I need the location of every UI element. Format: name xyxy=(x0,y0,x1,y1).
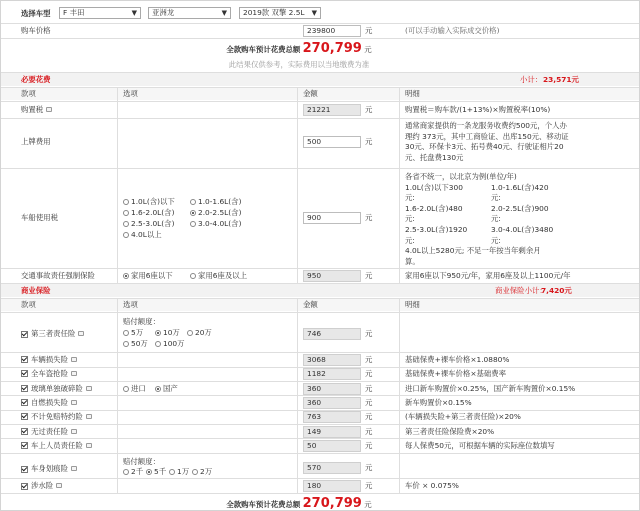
model-value: 2019款 双擎 2.5L xyxy=(243,8,305,17)
radio-icon xyxy=(123,232,129,238)
radio-icon xyxy=(123,199,129,205)
option-2k[interactable]: 2千 xyxy=(123,467,143,477)
col-option: 选项 xyxy=(123,89,138,98)
required-subtotal-label: 小计： xyxy=(520,75,543,84)
help-icon[interactable] xyxy=(56,483,62,488)
option-1-0L[interactable]: 1.0L(含)以下 xyxy=(123,197,175,207)
chevron-down-icon: ▼ xyxy=(131,9,137,17)
third-party-checkbox[interactable] xyxy=(21,331,28,338)
price-label: 购车价格 xyxy=(21,26,51,35)
price-input[interactable]: 239800 xyxy=(303,25,361,37)
top-total xyxy=(1,41,597,56)
column-header xyxy=(1,88,639,100)
radio-icon xyxy=(190,199,196,205)
self-ignition-input: 360 xyxy=(303,397,361,409)
glass-breakage-label: 玻璃单独破碎险 xyxy=(31,384,92,394)
radio-icon xyxy=(169,469,175,475)
unit: 元 xyxy=(365,213,373,222)
theft-checkbox[interactable] xyxy=(21,370,28,377)
col-amount: 金额 xyxy=(303,89,318,98)
option-imported[interactable]: 进口 xyxy=(123,384,146,394)
option-4-0L-plus[interactable]: 4.0L以上 xyxy=(123,230,162,240)
option-2w[interactable]: 2万 xyxy=(192,467,212,477)
unit: 元 xyxy=(365,355,373,364)
passenger-liability-label: 车上人员责任险 xyxy=(31,441,92,451)
compulsory-insurance-label: 交通事故责任强制保险 xyxy=(21,271,95,280)
unit: 元 xyxy=(365,481,373,490)
col-item: 款项 xyxy=(21,300,36,309)
vehicle-tax-detail: 各省不统一，以北京为例(单位/年) 1.0L(含)以下300 1.0-1.6L(含)420 元: 元: 1.6-2.0L(含)480 2.0-2.5L(含)900 元: 元: 2.5-3.0L(含)1920 3.0-4.0L(含)3480 元: 元: 4.0L以上5280元; 不足一年按当年剩余月 算。 xyxy=(405,172,554,266)
commercial-title: 商业保险 xyxy=(21,286,51,295)
radio-icon xyxy=(123,341,129,347)
chevron-down-icon: ▼ xyxy=(311,9,317,17)
total-value: 270,799 xyxy=(302,41,362,56)
vehicle-damage-checkbox[interactable] xyxy=(21,356,28,363)
help-icon[interactable] xyxy=(71,429,77,434)
series-value: 亚洲龙 xyxy=(152,8,175,17)
no-fault-checkbox[interactable] xyxy=(21,428,28,435)
option-3-0-4-0L[interactable]: 3.0-4.0L(含) xyxy=(190,219,241,229)
option-20w[interactable]: 20万 xyxy=(187,328,212,338)
radio-icon xyxy=(190,210,196,216)
total-unit: 元 xyxy=(364,45,372,54)
wading-detail: 车价 × 0.075% xyxy=(405,481,459,490)
unit: 元 xyxy=(365,271,373,280)
vehicle-damage-label: 车辆损失险 xyxy=(31,355,77,365)
option-domestic[interactable]: 国产 xyxy=(155,384,178,394)
purchase-tax-detail: 购置税＝购车款/(1+13%)×购置税率(10%) xyxy=(405,105,551,114)
brand-value: F 丰田 xyxy=(63,8,85,17)
select-car-label: 选择车型 xyxy=(21,9,51,18)
glass-breakage-input: 360 xyxy=(303,383,361,395)
vehicle-tax-label: 车船使用税 xyxy=(21,213,58,222)
option-10w[interactable]: 10万 xyxy=(155,328,180,338)
radio-icon xyxy=(155,341,161,347)
unit: 元 xyxy=(365,383,373,393)
total-label: 全款购车预计花费总额 xyxy=(226,500,301,509)
self-ignition-detail: 新车购置价×0.15% xyxy=(405,397,472,407)
total-value: 270,799 xyxy=(302,496,362,511)
column-header xyxy=(1,299,639,311)
commercial-subtotal-label: 商业保险小计： xyxy=(495,286,547,295)
glass-breakage-detail: 进口新车购置价×0.25%，国产新车购置价×0.15% xyxy=(405,383,576,393)
self-ignition-label: 自燃损失险 xyxy=(31,398,77,408)
option-1-6-2-0L[interactable]: 1.6-2.0L(含) xyxy=(123,208,174,218)
series-select[interactable] xyxy=(148,7,231,19)
help-icon[interactable] xyxy=(86,414,92,419)
radio-icon xyxy=(123,386,129,392)
scratch-checkbox[interactable] xyxy=(21,466,28,473)
unit: 元 xyxy=(365,329,373,338)
unit: 元 xyxy=(365,463,373,472)
option-2-0-2-5L[interactable]: 2.0-2.5L(含) xyxy=(190,208,241,218)
col-detail: 明细 xyxy=(405,300,420,309)
purchase-tax-input: 21221 xyxy=(303,104,361,116)
radio-icon xyxy=(123,330,129,336)
radio-icon xyxy=(190,273,196,279)
option-2-5-3-0L[interactable]: 2.5-3.0L(含) xyxy=(123,219,174,229)
unit: 元 xyxy=(365,369,373,379)
self-ignition-checkbox[interactable] xyxy=(21,399,28,406)
required-subtotal-value: 23,571元 xyxy=(543,75,579,84)
wading-checkbox[interactable] xyxy=(21,483,28,490)
radio-icon xyxy=(146,469,152,475)
unit: 元 xyxy=(365,105,373,114)
help-icon[interactable] xyxy=(46,107,52,112)
vehicle-damage-detail: 基础保费+裸车价格×1.0880% xyxy=(405,355,510,364)
option-1-0-1-6L[interactable]: 1.0-1.6L(含) xyxy=(190,197,241,207)
option-100w[interactable]: 100万 xyxy=(155,339,185,349)
unit: 元 xyxy=(365,440,373,450)
theft-input: 1182 xyxy=(303,368,361,380)
scratch-label: 车身划痕险 xyxy=(31,464,77,474)
passenger-liability-detail: 每人保费50元，可根据车辆的实际座位数填写 xyxy=(405,440,555,450)
bottom-total xyxy=(1,496,597,511)
help-icon[interactable] xyxy=(86,386,92,391)
purchase-tax-label: 购置税 xyxy=(21,105,52,115)
wading-input: 180 xyxy=(303,480,361,492)
option-under-6-seats[interactable]: 家用6座以下 xyxy=(123,271,173,281)
no-fault-label: 无过责任险 xyxy=(31,427,77,437)
radio-icon xyxy=(123,469,129,475)
option-50w[interactable]: 50万 xyxy=(123,339,148,349)
registration-fee-label: 上牌费用 xyxy=(21,137,51,146)
radio-icon xyxy=(187,330,193,336)
theft-label: 全车盗抢险 xyxy=(31,369,77,379)
total-label: 全款购车预计花费总额 xyxy=(226,45,301,54)
model-select[interactable] xyxy=(239,7,321,19)
disclaimer: 此结果仅供参考，实际费用以当地缴费为准 xyxy=(228,60,370,69)
commercial-subtotal-value: 7,420元 xyxy=(541,286,572,295)
passenger-liability-checkbox[interactable] xyxy=(21,442,28,449)
col-amount: 金额 xyxy=(303,300,318,309)
unit: 元 xyxy=(365,426,373,436)
unit: 元 xyxy=(365,397,373,407)
radio-icon xyxy=(190,221,196,227)
theft-detail: 基础保费+裸车价格×基础费率 xyxy=(405,369,507,379)
registration-fee-input[interactable]: 500 xyxy=(303,136,361,148)
help-icon[interactable] xyxy=(86,443,92,448)
option-5k[interactable]: 5千 xyxy=(146,467,166,477)
wading-label: 涉水险 xyxy=(31,481,62,491)
compulsory-insurance-detail: 家用6座以下950元/年，家用6座及以上1100元/年 xyxy=(405,271,571,280)
option-5w[interactable]: 5万 xyxy=(123,328,143,338)
help-icon[interactable] xyxy=(71,466,77,471)
glass-breakage-checkbox[interactable] xyxy=(21,385,28,392)
brand-select[interactable] xyxy=(59,7,141,19)
deductible-waiver-checkbox[interactable] xyxy=(21,413,28,420)
compulsory-insurance-input: 950 xyxy=(303,270,361,282)
radio-icon xyxy=(123,273,129,279)
help-icon[interactable] xyxy=(71,357,77,362)
deductible-waiver-input: 763 xyxy=(303,411,361,423)
help-icon[interactable] xyxy=(78,331,84,336)
deductible-waiver-detail: (车辆损失险+第三者责任险)×20% xyxy=(405,412,521,422)
vehicle-tax-input[interactable]: 900 xyxy=(303,212,361,224)
option-1w[interactable]: 1万 xyxy=(169,467,189,477)
chevron-down-icon: ▼ xyxy=(221,9,227,17)
col-option: 选项 xyxy=(123,300,138,309)
no-fault-input: 149 xyxy=(303,426,361,438)
third-party-input: 746 xyxy=(303,328,361,340)
radio-icon xyxy=(155,330,161,336)
total-unit: 元 xyxy=(364,500,372,509)
unit: 元 xyxy=(365,412,373,422)
col-detail: 明细 xyxy=(405,89,420,98)
third-party-label: 第三者责任险 xyxy=(31,329,84,339)
price-hint: (可以手动输入实际成交价格) xyxy=(405,26,500,35)
help-icon[interactable] xyxy=(71,371,77,376)
registration-fee-detail: 通常商家提供的一条龙服务收费约500元，个人办 理约 373元，其中工商验证、出库150元、移动证 30元、环保卡3元、拓号费40元、行驶证相片20 元、托盘费130元 xyxy=(405,121,569,162)
deductible-waiver-label: 不计免赔特约险 xyxy=(31,412,92,422)
third-party-amount-label: 赔付额度： xyxy=(123,317,160,326)
vehicle-damage-input: 3068 xyxy=(303,354,361,366)
option-6-seats-plus[interactable]: 家用6座及以上 xyxy=(190,271,247,281)
help-icon[interactable] xyxy=(71,400,77,405)
radio-icon xyxy=(123,221,129,227)
scratch-input: 570 xyxy=(303,462,361,474)
radio-icon xyxy=(192,469,198,475)
col-item: 款项 xyxy=(21,89,36,98)
scratch-amount-label: 赔付额度： xyxy=(123,457,160,466)
passenger-liability-input: 50 xyxy=(303,440,361,452)
required-title: 必要花费 xyxy=(21,75,51,84)
radio-icon xyxy=(123,210,129,216)
radio-icon xyxy=(155,386,161,392)
unit: 元 xyxy=(365,137,373,146)
price-unit: 元 xyxy=(365,26,373,35)
no-fault-detail: 第三者责任险保险费×20% xyxy=(405,426,495,436)
